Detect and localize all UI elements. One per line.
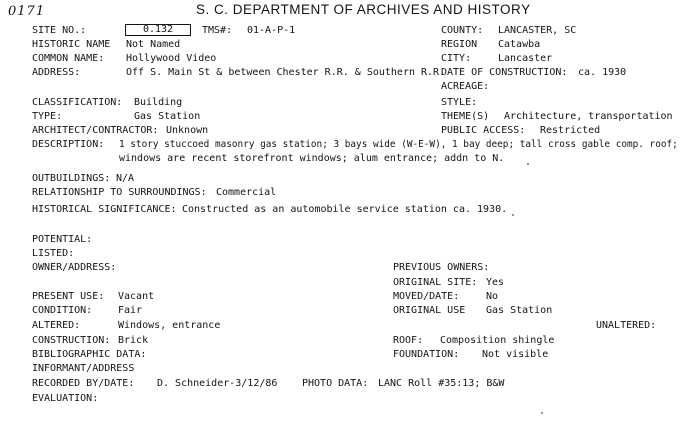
recorded-label: RECORDED BY/DATE: — [32, 378, 135, 389]
relationship-value: Commercial — [216, 187, 277, 198]
bibliographic-label: BIBLIOGRAPHIC DATA: — [32, 349, 147, 360]
style-label: STYLE: — [441, 97, 478, 108]
foundation-value: Not visible — [482, 349, 549, 360]
description-line-1: 1 story stuccoed masonry gas station; 3 bays wide (W-E-W), 1 bay deep; tall cross gable comp. roof; — [119, 139, 678, 150]
altered-value: Windows, entrance — [118, 320, 221, 331]
altered-label: ALTERED: — [32, 320, 81, 331]
condition-value: Fair — [118, 305, 143, 316]
historic-name-value: Not Named — [126, 39, 181, 50]
photo-data-value: LANC Roll #35:13; B&W — [378, 378, 505, 389]
significance-value: Constructed as an automobile service station ca. 1930. — [182, 204, 508, 215]
region-label: REGION — [441, 39, 478, 50]
significance-label: HISTORICAL SIGNIFICANCE: — [32, 204, 177, 215]
page-title: S. C. DEPARTMENT OF ARCHIVES AND HISTORY — [196, 2, 531, 17]
public-access-label: PUBLIC ACCESS: — [441, 125, 526, 136]
acreage-label: ACREAGE: — [441, 81, 490, 92]
scan-speck — [527, 163, 529, 165]
handwritten-number: 0171 — [8, 4, 46, 19]
owner-address-label: OWNER/ADDRESS: — [32, 262, 117, 273]
historic-name-label: HISTORIC NAME — [32, 39, 111, 50]
architect-label: ARCHITECT/CONTRACTOR: — [32, 125, 159, 136]
site-no-value: 0.132 — [142, 24, 174, 35]
recorded-value: D. Schneider-3/12/86 — [157, 378, 278, 389]
original-site-label: ORIGINAL SITE: — [393, 277, 478, 288]
classification-label: CLASSIFICATION: — [32, 97, 123, 108]
city-value: Lancaster — [498, 53, 553, 64]
photo-data-label: PHOTO DATA: — [302, 378, 369, 389]
date-of-construction-label: DATE OF CONSTRUCTION: — [441, 67, 568, 78]
condition-label: CONDITION: — [32, 305, 93, 316]
previous-owners-label: PREVIOUS OWNERS: — [393, 262, 490, 273]
type-label: TYPE: — [32, 111, 63, 122]
site-no-box — [125, 24, 191, 36]
common-name-value: Hollywood Video — [126, 53, 217, 64]
county-label: COUNTY: — [441, 25, 484, 36]
roof-value: Composition shingle — [440, 335, 555, 346]
informant-label: INFORMANT/ADDRESS — [32, 363, 135, 374]
outbuildings-label: OUTBUILDINGS: — [32, 173, 111, 184]
themes-value: Architecture, transportation — [504, 111, 673, 122]
original-use-value: Gas Station — [486, 305, 553, 316]
foundation-label: FOUNDATION: — [393, 349, 460, 360]
relationship-label: RELATIONSHIP TO SURROUNDINGS: — [32, 187, 207, 198]
moved-date-value: No — [486, 291, 499, 302]
roof-label: ROOF: — [393, 335, 424, 346]
description-label: DESCRIPTION: — [32, 139, 105, 150]
county-value: LANCASTER, SC — [498, 25, 577, 36]
listed-label: LISTED: — [32, 248, 75, 259]
construction-label: CONSTRUCTION: — [32, 335, 111, 346]
scan-speck — [512, 214, 514, 216]
outbuildings-value: N/A — [116, 173, 135, 184]
classification-value: Building — [134, 97, 183, 108]
evaluation-label: EVALUATION: — [32, 393, 99, 404]
description-line-2: windows are recent storefront windows; alum entrance; addn to N. — [119, 153, 505, 164]
original-use-label: ORIGINAL USE — [393, 305, 466, 316]
type-value: Gas Station — [134, 111, 201, 122]
construction-value: Brick — [118, 335, 149, 346]
date-of-construction-value: ca. 1930 — [578, 67, 627, 78]
present-use-label: PRESENT USE: — [32, 291, 105, 302]
site-no-label: SITE NO.: — [32, 25, 87, 36]
common-name-label: COMMON NAME: — [32, 53, 105, 64]
original-site-value: Yes — [486, 277, 505, 288]
address-value: Off S. Main St & between Chester R.R. & Southern R.R. — [126, 67, 446, 78]
themes-label: THEME(S) — [441, 111, 490, 122]
present-use-value: Vacant — [118, 291, 155, 302]
city-label: CITY: — [441, 53, 472, 64]
potential-label: POTENTIAL: — [32, 234, 93, 245]
scan-speck — [541, 412, 543, 414]
unaltered-label: UNALTERED: — [596, 320, 657, 331]
public-access-value: Restricted — [540, 125, 601, 136]
address-label: ADDRESS: — [32, 67, 81, 78]
tms-value: 01-A-P-1 — [247, 25, 296, 36]
architect-value: Unknown — [166, 125, 209, 136]
region-value: Catawba — [498, 39, 541, 50]
moved-date-label: MOVED/DATE: — [393, 291, 460, 302]
tms-label: TMS#: — [202, 25, 233, 36]
